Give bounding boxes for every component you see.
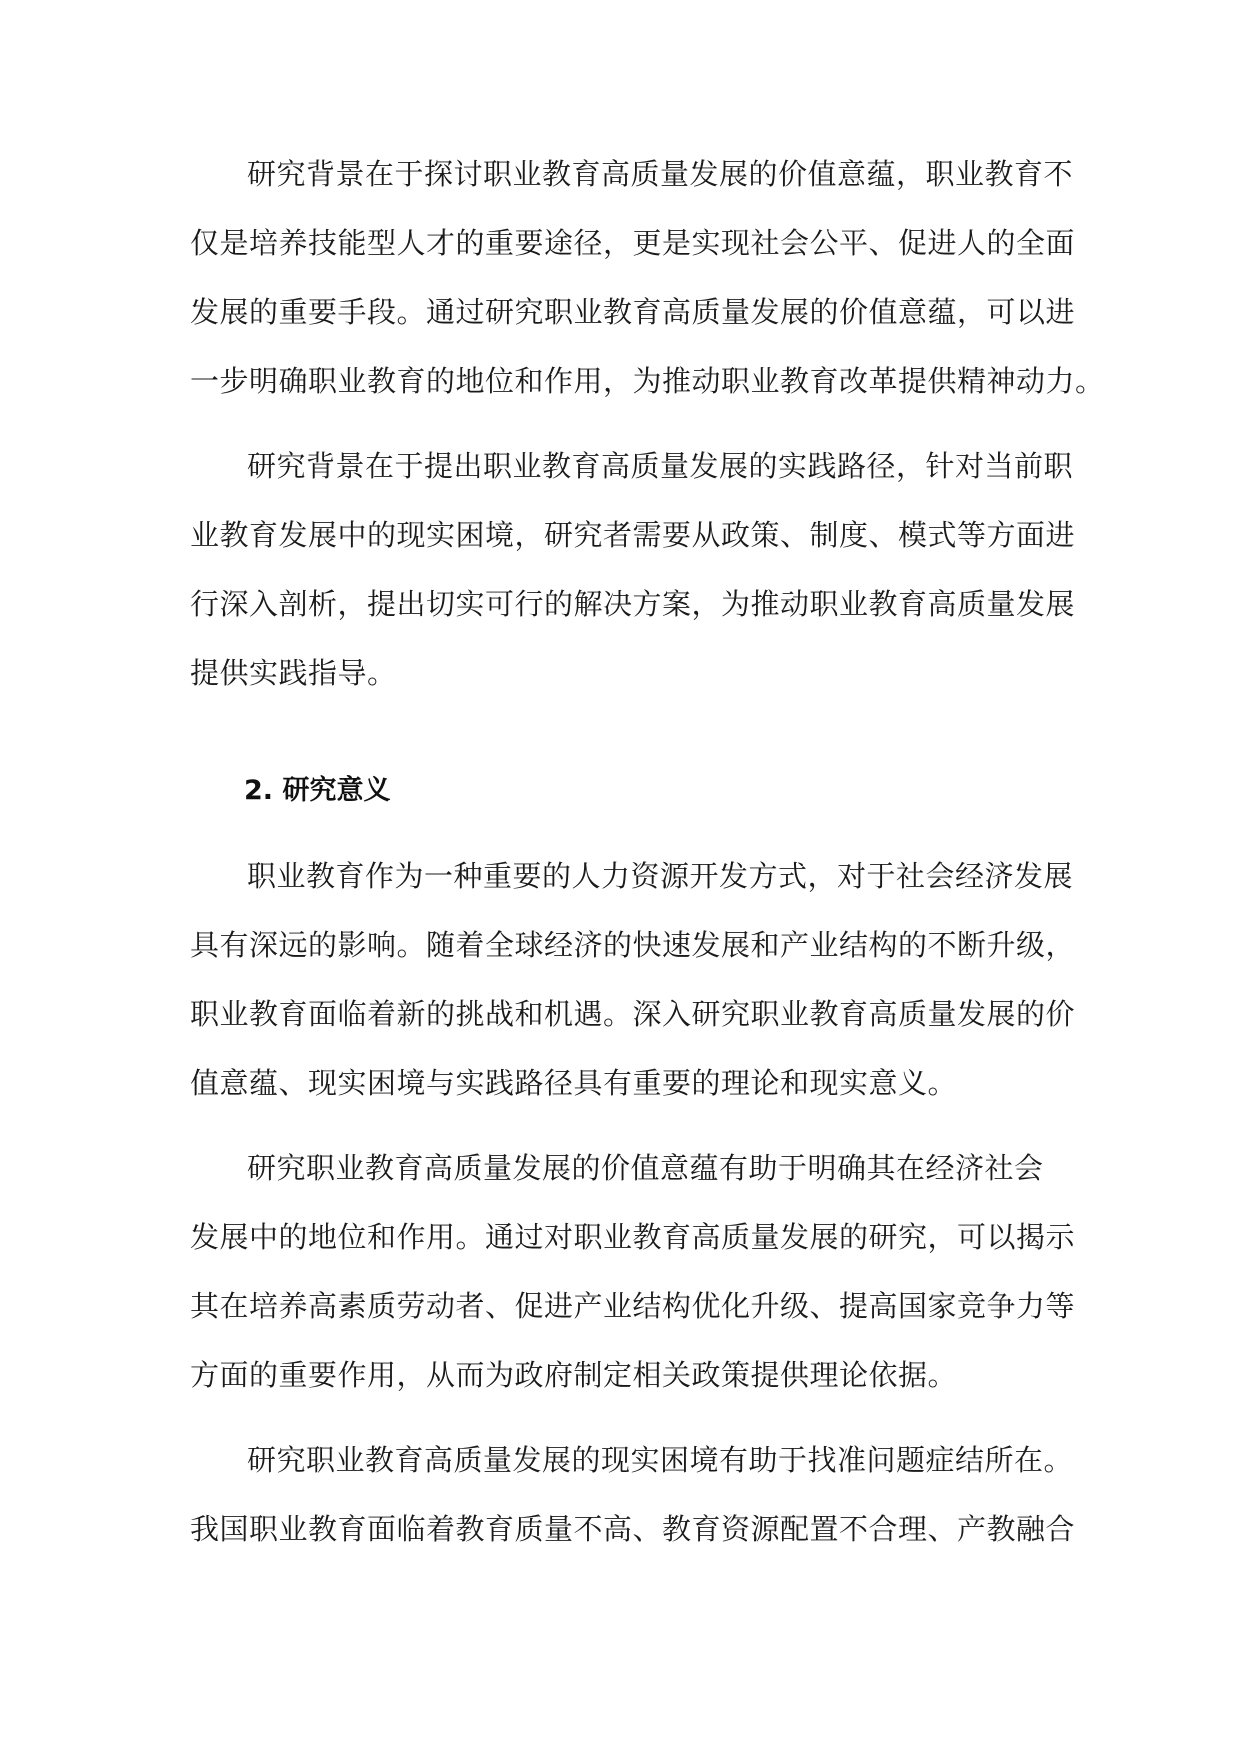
paragraph-line: 研究职业教育高质量发展的现实困境有助于找准问题症结所在。 [247, 1443, 1074, 1477]
paragraph-line: 仅是培养技能型人才的重要途径，更是实现社会公平、促进人的全面 [190, 226, 1076, 260]
paragraph-line: 职业教育面临着新的挑战和机遇。深入研究职业教育高质量发展的价 [190, 997, 1076, 1031]
paragraph-line: 业教育发展中的现实困境，研究者需要从政策、制度、模式等方面进 [190, 518, 1076, 552]
paragraph-line: 职业教育作为一种重要的人力资源开发方式，对于社会经济发展 [247, 859, 1074, 893]
paragraph-line: 发展的重要手段。通过研究职业教育高质量发展的价值意蕴，可以进 [190, 295, 1076, 329]
paragraph-line: 一步明确职业教育的地位和作用，为推动职业教育改革提供精神动力。 [190, 364, 1105, 398]
paragraph-line: 研究职业教育高质量发展的价值意蕴有助于明确其在经济社会 [247, 1151, 1044, 1185]
paragraph-line: 研究背景在于探讨职业教育高质量发展的价值意蕴，职业教育不 [247, 157, 1074, 191]
paragraph-line: 提供实践指导。 [190, 656, 397, 690]
paragraph-line: 值意蕴、现实困境与实践路径具有重要的理论和现实意义。 [190, 1066, 958, 1100]
paragraph-line: 其在培养高素质劳动者、促进产业结构优化升级、提高国家竞争力等 [190, 1289, 1076, 1323]
paragraph-line: 研究背景在于提出职业教育高质量发展的实践路径，针对当前职 [247, 449, 1074, 483]
paragraph-line: 具有深远的影响。随着全球经济的快速发展和产业结构的不断升级， [190, 928, 1076, 962]
paragraph-line: 方面的重要作用，从而为政府制定相关政策提供理论依据。 [190, 1358, 958, 1392]
section-heading: 2. 研究意义 [244, 775, 391, 806]
paragraph-line: 我国职业教育面临着教育质量不高、教育资源配置不合理、产教融合 [190, 1512, 1076, 1546]
paragraph-line: 发展中的地位和作用。通过对职业教育高质量发展的研究，可以揭示 [190, 1220, 1076, 1254]
paragraph-line: 行深入剖析，提出切实可行的解决方案，为推动职业教育高质量发展 [190, 587, 1076, 621]
